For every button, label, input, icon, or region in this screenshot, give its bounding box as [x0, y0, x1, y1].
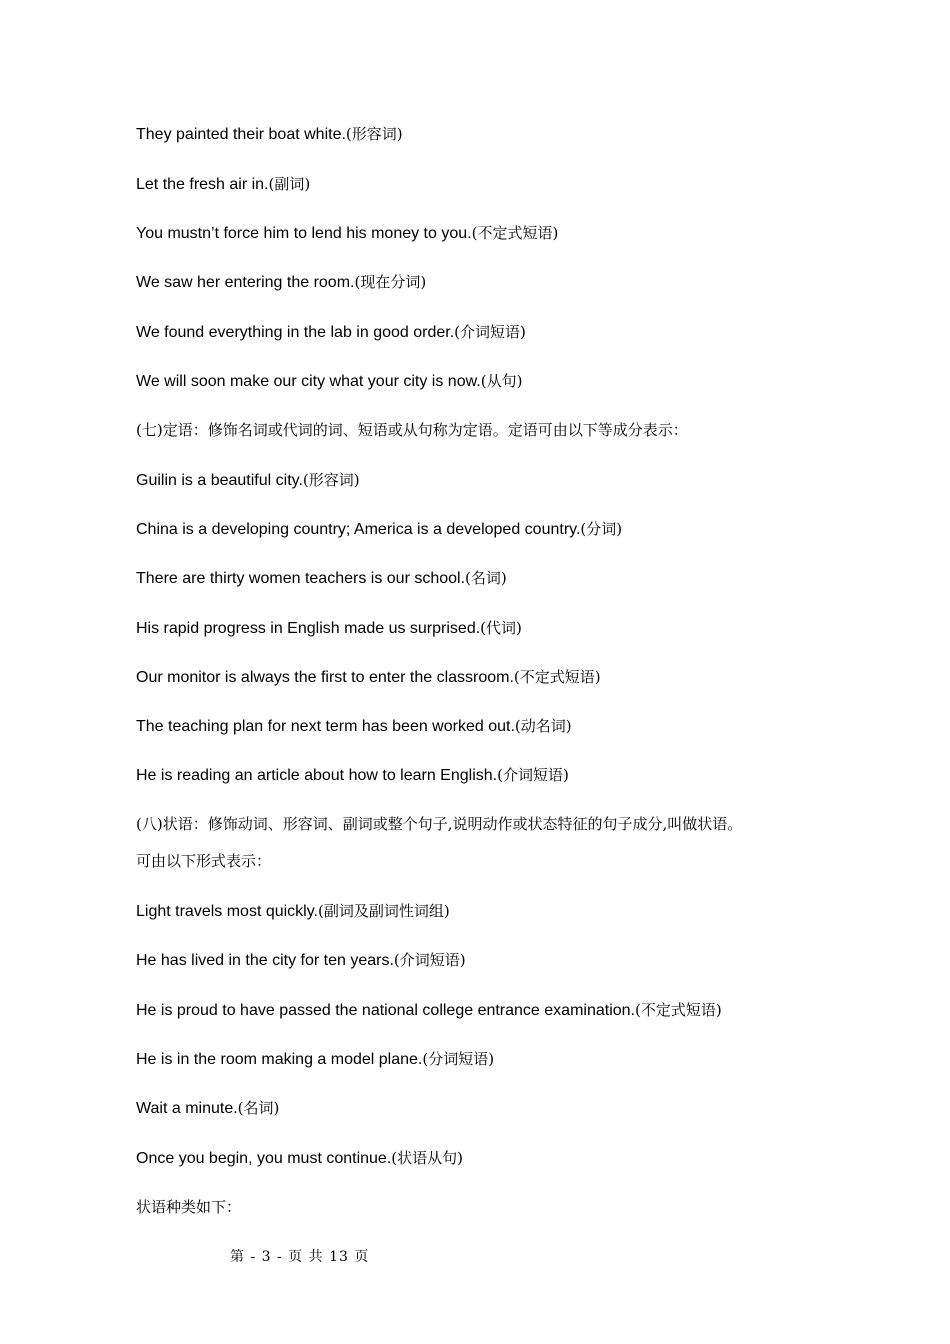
english-sentence: Guilin is a beautiful city. [136, 472, 303, 489]
english-sentence: He has lived in the city for ten years. [136, 952, 394, 969]
chinese-annotation: (副词) [268, 175, 311, 193]
chinese-annotation: (八)状语：修饰动词、形容词、副词或整个句子,说明动作或状态特征的句子成分,叫做状语。 [136, 815, 743, 833]
text-line [136, 519, 836, 540]
text-line [136, 371, 836, 392]
chinese-annotation: (不定式短语) [635, 1001, 722, 1019]
text-line [136, 174, 836, 195]
english-sentence: He is reading an article about how to learn English. [136, 767, 498, 784]
chinese-annotation: (形容词) [345, 125, 403, 143]
english-sentence: China is a developing country; America is a developed country. [136, 521, 581, 538]
english-sentence: Light travels most quickly. [136, 903, 318, 920]
text-line [136, 223, 836, 244]
page-footer: 第 - 3 - 页 共 13 页 [230, 1249, 370, 1265]
chinese-annotation: (名词) [465, 569, 507, 587]
chinese-annotation: (动名词) [514, 717, 572, 735]
text-line [136, 1000, 836, 1021]
english-sentence: We saw her entering the room. [136, 274, 355, 291]
chinese-annotation: 可由以下形式表示： [136, 852, 272, 870]
chinese-annotation: (不定式短语) [513, 668, 601, 686]
chinese-annotation: (形容词) [302, 471, 360, 489]
chinese-annotation: (状语从句) [391, 1149, 463, 1167]
chinese-annotation: (不定式短语) [471, 224, 559, 242]
text-line [136, 124, 836, 145]
english-sentence: Once you begin, you must continue. [136, 1150, 392, 1167]
section-heading-adverbial-types [136, 1197, 836, 1218]
english-sentence: He is in the room making a model plane. [136, 1051, 423, 1068]
text-line [136, 618, 836, 639]
text-line [136, 950, 836, 971]
chinese-annotation: (七)定语：修饰名词或代词的词、短语或从句称为定语。定语可由以下等成分表示： [136, 421, 688, 439]
english-sentence: His rapid progress in English made us surprised. [136, 620, 481, 637]
chinese-annotation: (分词) [580, 520, 623, 538]
text-line [136, 1049, 836, 1070]
english-sentence: There are thirty women teachers is our school. [136, 570, 466, 587]
english-sentence: They painted their boat white. [136, 126, 346, 143]
text-line [136, 470, 836, 491]
english-sentence: He is proud to have passed the national college entrance examination. [136, 1002, 635, 1019]
english-sentence: We will soon make our city what your city is now. [136, 373, 481, 390]
chinese-annotation: (现在分词) [354, 273, 427, 291]
text-line [136, 765, 836, 786]
chinese-annotation: (介词短语) [497, 766, 569, 784]
english-sentence: The teaching plan for next term has been worked out. [136, 718, 515, 735]
english-sentence: We found everything in the lab in good order. [136, 324, 455, 341]
text-line [136, 1098, 836, 1119]
text-line [136, 667, 836, 688]
english-sentence: Wait a minute. [136, 1100, 238, 1117]
chinese-annotation: (副词及副词性词组) [318, 902, 450, 920]
chinese-annotation: 状语种类如下： [136, 1198, 242, 1216]
section-heading-adverbial [136, 814, 836, 835]
text-line [136, 1148, 836, 1169]
english-sentence: Our monitor is always the first to enter the classroom. [136, 669, 514, 686]
chinese-annotation: (介词短语) [454, 323, 526, 341]
text-line [136, 272, 836, 293]
chinese-annotation: (介词短语) [393, 951, 466, 969]
text-line [136, 322, 836, 343]
english-sentence: You mustn’t force him to lend his money to you. [136, 225, 472, 242]
section-heading-continued [136, 851, 836, 872]
text-line [136, 716, 836, 737]
text-line [136, 568, 836, 589]
chinese-annotation: (从句) [480, 372, 523, 390]
chinese-annotation: (代词) [480, 619, 522, 637]
chinese-annotation: (分词短语) [422, 1050, 495, 1068]
section-heading-attribute [136, 420, 836, 441]
chinese-annotation: (名词) [237, 1099, 280, 1117]
text-line [136, 901, 836, 922]
english-sentence: Let the fresh air in. [136, 176, 269, 193]
